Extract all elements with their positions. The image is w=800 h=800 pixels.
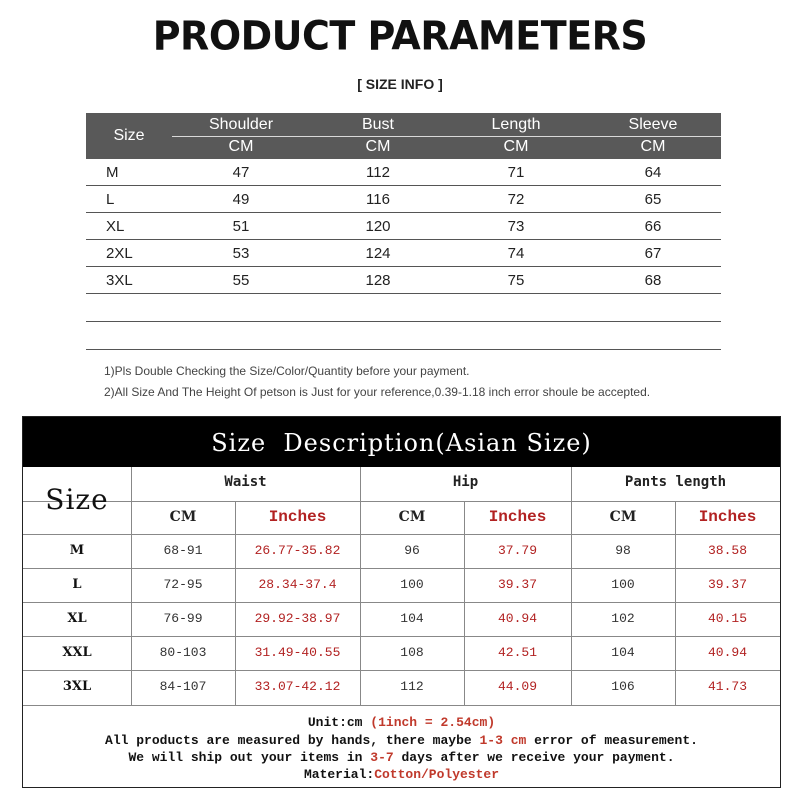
length-inches-value: 41.73	[707, 679, 747, 694]
waist-cm-value: 80-103	[159, 645, 207, 660]
hip-inches-value: 42.51	[497, 645, 537, 660]
size-table-row	[86, 267, 721, 294]
hip-cm-value: 104	[400, 611, 424, 626]
row-size: XL	[106, 218, 125, 235]
hip-inches-value: 40.94	[497, 611, 537, 626]
shoulder-unit: CM	[228, 138, 254, 155]
shoulder-value: 53	[232, 245, 250, 262]
size-table-header	[86, 113, 721, 159]
size-table-row	[86, 213, 721, 240]
shoulder-header: Shoulder	[208, 116, 274, 133]
measurement-note: All products are measured by hands, there maybe 1-3 cm error of measurement.	[105, 733, 698, 748]
page-title: PRODUCT PARAMETERS	[152, 12, 648, 60]
sleeve-value: 67	[644, 245, 662, 262]
hip-inches-value: 37.79	[497, 543, 537, 558]
length-value: 75	[507, 272, 525, 289]
hip-cm-value: 108	[400, 645, 424, 660]
hip-cm-value: 112	[400, 679, 424, 694]
length-value: 71	[507, 164, 525, 181]
waist-cm-value: 84-107	[159, 679, 207, 694]
bust-unit: CM	[365, 138, 391, 155]
length-inches-value: 40.15	[707, 611, 747, 626]
pants-length-header: Pants length	[624, 474, 727, 490]
waist-cm-value: 72-95	[163, 577, 203, 592]
unit-note: Unit:cm (1inch = 2.54cm)	[307, 715, 496, 730]
hip-inches-header: Inches	[488, 508, 547, 526]
length-unit: CM	[503, 138, 529, 155]
bust-header: Bust	[361, 116, 394, 133]
length-cm-value: 104	[611, 645, 635, 660]
sleeve-header: Sleeve	[628, 116, 678, 133]
length-cm-value: 100	[611, 577, 635, 592]
pants-size-header: Size	[45, 483, 109, 516]
length-cm-value: 102	[611, 611, 635, 626]
shoulder-value: 49	[232, 191, 250, 208]
waist-header: Waist	[224, 474, 267, 490]
hip-cm-value: 100	[400, 577, 424, 592]
length-header: Length	[491, 116, 541, 133]
empty-row	[86, 322, 721, 350]
length-cm-header: CM	[609, 509, 637, 525]
sleeve-value: 68	[644, 272, 662, 289]
length-inches-header: Inches	[698, 508, 757, 526]
waist-inches-value: 26.77-35.82	[254, 543, 341, 558]
length-inches-value: 38.58	[707, 543, 747, 558]
bust-value: 116	[366, 191, 390, 208]
waist-cm-value: 68-91	[163, 543, 203, 558]
row-size: M	[106, 164, 119, 181]
size-info-subtitle: [ SIZE INFO ]	[357, 76, 443, 92]
length-inches-value: 40.94	[707, 645, 747, 660]
length-cm-value: 106	[611, 679, 635, 694]
shoulder-value: 47	[232, 164, 250, 181]
hip-header: Hip	[452, 474, 479, 490]
size-description-banner: Size Description(Asian Size)	[23, 417, 780, 467]
length-value: 74	[507, 245, 525, 262]
note-2: 2)All Size And The Height Of petson is Just for your reference,0.39-1.18 inch error shoule be accepted.	[104, 385, 651, 399]
length-cm-value: 98	[615, 543, 631, 558]
hip-inches-value: 39.37	[497, 577, 537, 592]
length-value: 73	[507, 218, 525, 235]
waist-inches-header: Inches	[268, 508, 327, 526]
sleeve-value: 65	[644, 191, 662, 208]
row-size: L	[106, 191, 115, 208]
waist-cm-header: CM	[169, 509, 197, 525]
shipping-note: We will ship out your items in 3-7 days after we receive your payment.	[128, 750, 675, 765]
size-parameter-table	[86, 113, 721, 350]
waist-inches-value: 29.92-38.97	[254, 611, 341, 626]
shoulder-value: 51	[232, 218, 250, 235]
sleeve-value: 64	[644, 164, 662, 181]
bust-value: 128	[365, 272, 391, 289]
waist-inches-value: 31.49-40.55	[254, 645, 341, 660]
sleeve-unit: CM	[640, 138, 666, 155]
waist-inches-value: 33.07-42.12	[254, 679, 341, 694]
empty-row	[86, 294, 721, 322]
pants-row-size: M	[69, 543, 85, 558]
pants-row-size: XXL	[62, 645, 92, 660]
row-size: 3XL	[106, 272, 133, 289]
note-1: 1)Pls Double Checking the Size/Color/Quantity before your payment.	[104, 364, 470, 378]
bust-value: 124	[365, 245, 391, 262]
bust-value: 120	[365, 218, 391, 235]
hip-inches-value: 44.09	[497, 679, 537, 694]
bust-value: 112	[366, 164, 390, 181]
pants-row-size: 3XL	[62, 679, 92, 694]
pants-row-size: XL	[67, 611, 87, 626]
size-column-header: Size	[113, 127, 145, 144]
pants-size-table	[22, 416, 781, 788]
length-inches-value: 39.37	[707, 577, 747, 592]
pants-row-size: L	[72, 577, 82, 592]
header-divider	[172, 136, 721, 137]
size-table-row	[86, 186, 721, 213]
hip-cm-value: 96	[404, 543, 420, 558]
size-table-row	[86, 240, 721, 267]
size-table-row	[86, 159, 721, 186]
waist-cm-value: 76-99	[163, 611, 203, 626]
material-note: Material:Cotton/Polyester	[303, 767, 500, 782]
sleeve-value: 66	[644, 218, 662, 235]
shoulder-value: 55	[232, 272, 250, 289]
waist-inches-value: 28.34-37.4	[258, 577, 337, 592]
hip-cm-header: CM	[398, 509, 426, 525]
row-size: 2XL	[106, 245, 133, 262]
length-value: 72	[507, 191, 525, 208]
